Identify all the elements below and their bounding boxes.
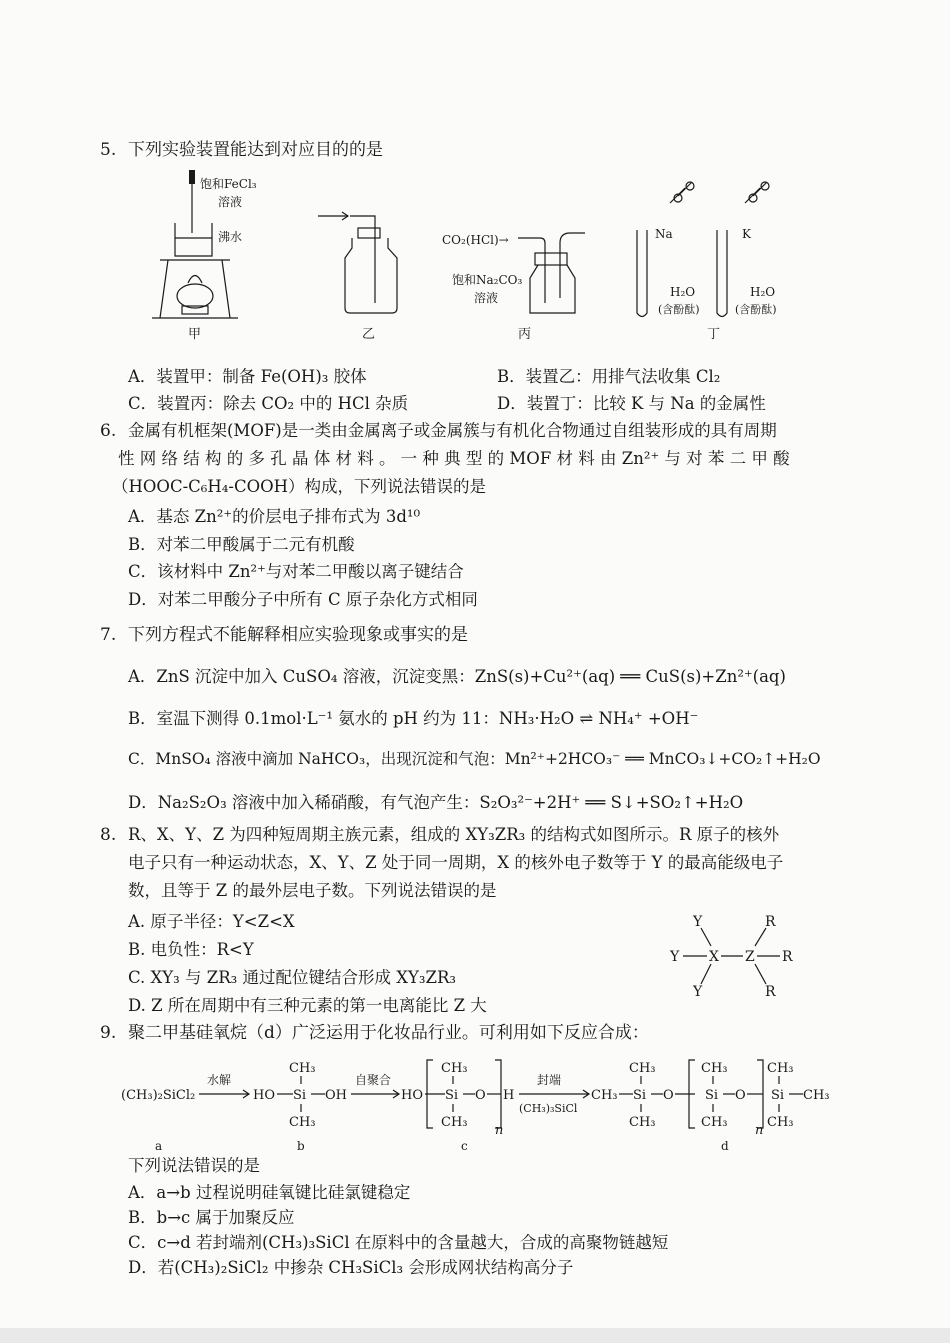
q9-option-c: C．c→d 若封端剂(CH₃)₃SiCl 在原料中的含量越大，合成的高聚物链越短 xyxy=(128,1233,669,1252)
scheme-d-o-1: O xyxy=(663,1088,674,1103)
yi-name: 乙 xyxy=(362,327,376,342)
q7-number: 7. xyxy=(100,625,117,645)
q5-option-b: B．装置乙：用排气法收集 Cl₂ xyxy=(497,367,721,386)
q6-option-a: A．基态 Zn²⁺的价层电子排布式为 3d¹⁰ xyxy=(128,507,421,526)
scheme-label-d: d xyxy=(721,1139,729,1153)
q6-option-d: D．对苯二甲酸分子中所有 C 原子杂化方式相同 xyxy=(128,590,478,609)
scheme-d-ch3-3t: CH₃ xyxy=(767,1061,794,1076)
scheme-d-ch3-right: CH₃ xyxy=(803,1088,830,1103)
scheme-c-ch3-top: CH₃ xyxy=(441,1061,468,1076)
q7-option-c: C．MnSO₄ 溶液中滴加 NaHCO₃，出现沉淀和气泡：Mn²⁺+2HCO₃⁻ ══ MnCO₃↓+CO₂↑+H₂O xyxy=(128,750,821,768)
scheme-b-si: Si xyxy=(293,1088,307,1103)
apparatus-yi xyxy=(318,212,397,342)
q6-stem-line-1: 金属有机框架(MOF)是一类由金属离子或金属簇与有机化合物通过自组装形成的具有周期 xyxy=(128,421,777,440)
apparatus-bing xyxy=(442,233,585,342)
ding-ind-label-2: (含酚酞) xyxy=(735,303,777,316)
q9-sub-stem: 下列说法错误的是 xyxy=(128,1156,260,1175)
scheme-c-o: O xyxy=(475,1088,486,1103)
scheme-c-si: Si xyxy=(445,1088,459,1103)
scheme-step3: 封端 xyxy=(537,1073,562,1087)
q8-structure-diagram xyxy=(665,908,805,1000)
struct-r-top: R xyxy=(765,914,776,930)
jia-label-1: 饱和FeCl₃ xyxy=(200,177,257,191)
scheme-d-ch3-2b: CH₃ xyxy=(701,1115,728,1130)
scheme-b-ho: HO xyxy=(253,1088,275,1103)
bing-gas-label: CO₂(HCl)→ xyxy=(442,233,509,247)
scheme-label-a: a xyxy=(155,1139,163,1153)
q6-option-b: B．对苯二甲酸属于二元有机酸 xyxy=(128,535,355,554)
struct-r-right: R xyxy=(782,949,793,965)
q8-option-b: B. 电负性：R<Y xyxy=(128,940,254,959)
ding-h2o-label-1: H₂O xyxy=(670,285,696,299)
ding-k-label: K xyxy=(742,227,751,241)
struct-r-bottom: R xyxy=(765,984,776,1000)
scheme-b-ch3-top: CH₃ xyxy=(289,1061,316,1076)
bing-name: 丙 xyxy=(518,327,532,342)
apparatus-ding xyxy=(637,182,777,342)
struct-x: X xyxy=(709,949,719,965)
struct-y-bottom: Y xyxy=(693,984,703,1000)
q6-number: 6. xyxy=(100,421,117,441)
bing-label-2: 溶液 xyxy=(474,291,499,305)
scheme-label-b: b xyxy=(297,1139,305,1153)
scheme-c-ch3-bottom: CH₃ xyxy=(441,1115,468,1130)
q9-option-d: D．若(CH₃)₂SiCl₂ 中掺杂 CH₃SiCl₃ 会形成网状结构高分子 xyxy=(128,1258,574,1277)
ding-na-label: Na xyxy=(655,227,673,241)
struct-y-top: Y xyxy=(693,914,703,930)
q8-stem-line-2: 电子只有一种运动状态，X、Y、Z 处于同一周期，X 的核外电子数等于 Y 的最高能级电子 xyxy=(128,853,784,872)
scheme-d-ch3-2t: CH₃ xyxy=(701,1061,728,1076)
scheme-d-si-1: Si xyxy=(633,1088,647,1103)
q9-stem: 聚二甲基硅氧烷（d）广泛运用于化妆品行业。可利用如下反应合成： xyxy=(128,1023,649,1043)
q9-reaction-scheme xyxy=(115,1050,840,1160)
q7-option-b: B．室温下测得 0.1mol·L⁻¹ 氨水的 pH 约为 11：NH₃·H₂O ⇌ NH₄⁺ +OH⁻ xyxy=(128,709,699,728)
q7-option-a: A．ZnS 沉淀中加入 CuSO₄ 溶液，沉淀变黑：ZnS(s)+Cu²⁺(aq) ══ CuS(s)+Zn²⁺(aq) xyxy=(128,667,786,686)
scheme-step3-reagent: (CH₃)₃SiCl xyxy=(519,1102,578,1115)
q6-option-c: C．该材料中 Zn²⁺与对苯二甲酸以离子键结合 xyxy=(128,562,464,581)
q5-option-a: A．装置甲：制备 Fe(OH)₃ 胶体 xyxy=(128,367,367,386)
q9-option-b: B．b→c 属于加聚反应 xyxy=(128,1208,295,1227)
q5-apparatus-figure xyxy=(130,168,810,348)
scheme-d-si-2: Si xyxy=(705,1088,719,1103)
scheme-d-si-3: Si xyxy=(771,1088,785,1103)
struct-y-left: Y xyxy=(670,949,680,965)
q9-option-a: A．a→b 过程说明硅氧键比硅氯键稳定 xyxy=(128,1183,411,1202)
scheme-d-ch3-left: CH₃ xyxy=(591,1088,618,1103)
q7-option-d: D．Na₂S₂O₃ 溶液中加入稀硝酸，有气泡产生：S₂O₃²⁻+2H⁺ ══ S↓+SO₂↑+H₂O xyxy=(128,793,744,812)
q8-stem-line-1: R、X、Y、Z 为四种短周期主族元素，组成的 XY₃ZR₃ 的结构式如图所示。R 原子的核外 xyxy=(128,825,780,844)
struct-z: Z xyxy=(745,949,755,965)
scheme-b-ch3-bottom: CH₃ xyxy=(289,1115,316,1130)
scheme-step2: 自聚合 xyxy=(355,1073,392,1087)
scheme-d-ch3-3b: CH₃ xyxy=(767,1115,794,1130)
ding-h2o-label-2: H₂O xyxy=(750,285,776,299)
jia-name: 甲 xyxy=(188,327,202,342)
scheme-c-h: H xyxy=(503,1088,515,1103)
scheme-step1: 水解 xyxy=(207,1073,232,1087)
scheme-d-n: n xyxy=(755,1123,764,1138)
jia-label-3: 沸水 xyxy=(218,230,243,244)
q6-stem-line-2: 性 网 络 结 构 的 多 孔 晶 体 材 料 。 一 种 典 型 的 MOF 材 料 由 Zn²⁺ 与 对 苯 二 甲 酸 xyxy=(118,449,790,468)
q8-option-c: C. XY₃ 与 ZR₃ 通过配位键结合形成 XY₃ZR₃ xyxy=(128,968,457,987)
apparatus-jia xyxy=(152,170,257,342)
scheme-c-n: n xyxy=(495,1123,504,1138)
scheme-b-oh: OH xyxy=(325,1088,347,1103)
q8-option-d: D. Z 所在周期中有三种元素的第一电离能比 Z 大 xyxy=(128,996,487,1015)
q5-option-c: C．装置丙：除去 CO₂ 中的 HCl 杂质 xyxy=(128,394,409,413)
q6-stem-line-3: （HOOC-C₆H₄-COOH）构成，下列说法错误的是 xyxy=(112,477,487,496)
q5-stem: 下列实验装置能达到对应目的的是 xyxy=(128,140,383,160)
scheme-d-o-2: O xyxy=(735,1088,746,1103)
q8-option-a: A. 原子半径：Y<Z<X xyxy=(128,912,295,931)
scheme-d-ch3-1t: CH₃ xyxy=(629,1061,656,1076)
ding-ind-label-1: (含酚酞) xyxy=(658,303,700,316)
ding-name: 丁 xyxy=(707,327,721,342)
page-bottom-edge xyxy=(0,1328,950,1343)
q7-stem: 下列方程式不能解释相应实验现象或事实的是 xyxy=(128,625,468,645)
q5-number: 5. xyxy=(100,140,117,160)
scheme-c-ho: HO xyxy=(401,1088,423,1103)
q8-stem-line-3: 数，且等于 Z 的最外层电子数。下列说法错误的是 xyxy=(128,881,497,900)
q9-number: 9. xyxy=(100,1023,117,1043)
jia-label-2: 溶液 xyxy=(218,195,243,209)
scheme-a-formula: (CH₃)₂SiCl₂ xyxy=(121,1088,196,1103)
scheme-label-c: c xyxy=(461,1139,468,1153)
q5-option-d: D．装置丁：比较 K 与 Na 的金属性 xyxy=(497,394,766,413)
q8-number: 8. xyxy=(100,825,117,845)
bing-label-1: 饱和Na₂CO₃ xyxy=(452,273,523,287)
scheme-d-ch3-1b: CH₃ xyxy=(629,1115,656,1130)
